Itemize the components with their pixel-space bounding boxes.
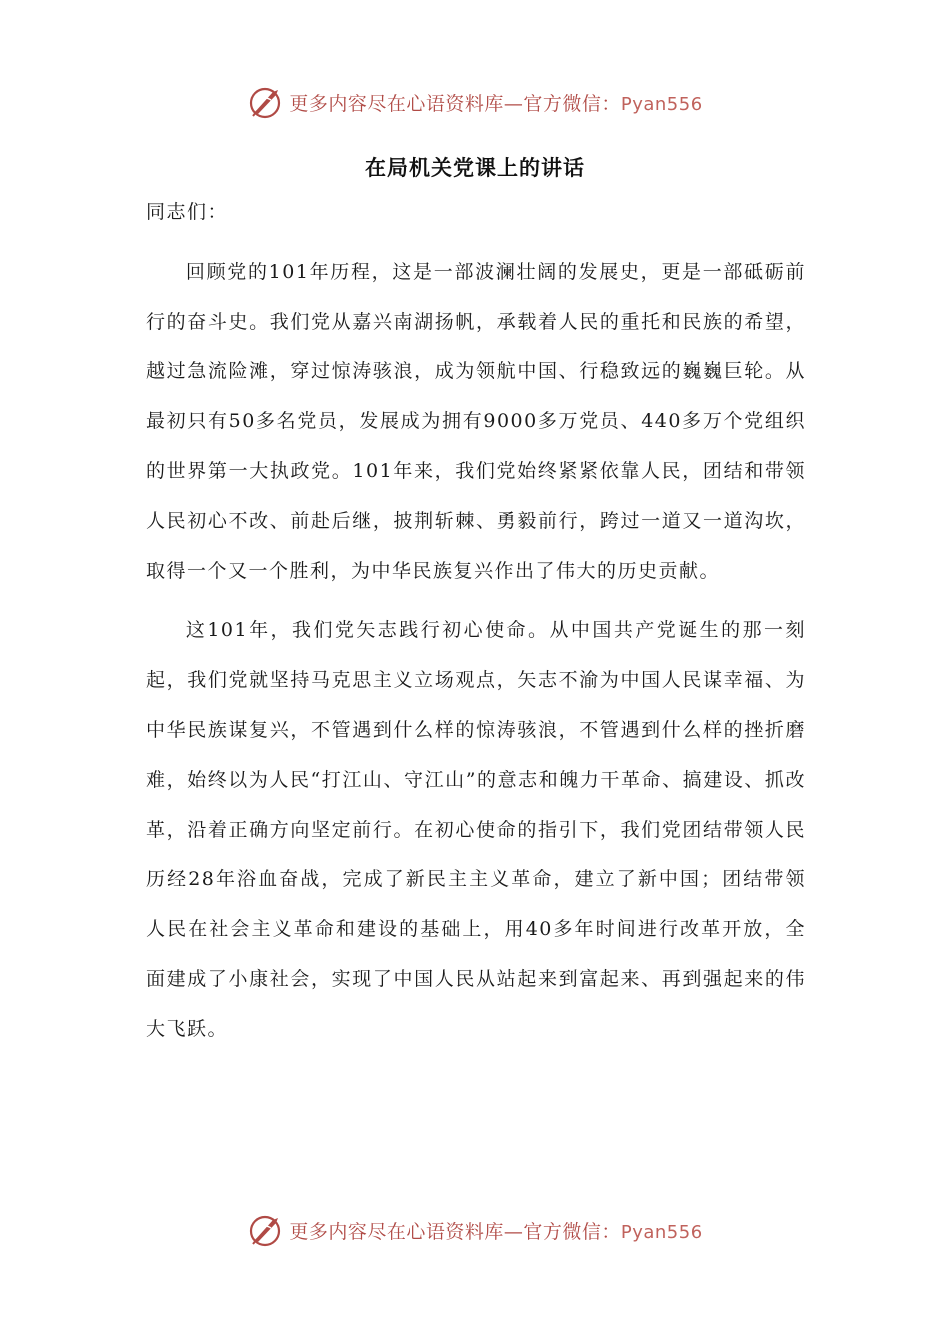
watermark-text-cn: 更多内容尽在心语资料库—官方微信：: [289, 92, 621, 115]
watermark-text: [289, 1217, 702, 1244]
document-body: [146, 188, 806, 1065]
paragraph: 这101年，我们党矢志践行初心使命。从中国共产党诞生的那一刻起，我们党就坚持马克思主义立场观点，矢志不渝为中国人民谋幸福、为中华民族谋复兴，不管遇到什么样的惊涛骇浪，不管遇到什么样的挫折磨难，始终以为人民“打江山、守江山”的意志和魄力干革命、搞建设、抓改革，沿着正确方向坚定前行。在初心使命的指引下，我们党团结带领人民历经28年浴血奋战，完成了新民主主义革命，建立了新中国；团结带领人民在社会主义革命和建设的基础上，用40多年时间进行改革开放，全面建成了小康社会，实现了中国人民从站起来到富起来、再到强起来的伟大飞跃。: [146, 619, 806, 1040]
watermark-wechat-id: Pyan556: [620, 93, 703, 115]
document-title: 在局机关党课上的讲话: [365, 156, 585, 180]
pen-logo-icon: [247, 1210, 287, 1250]
watermark-text: [289, 89, 702, 116]
footer-watermark: [0, 1208, 950, 1252]
watermark-text-cn: 更多内容尽在心语资料库—官方微信：: [289, 1220, 621, 1243]
salutation: 同志们：: [146, 201, 229, 223]
header-watermark: [0, 80, 950, 124]
pen-logo-icon: [247, 82, 287, 122]
watermark-wechat-id: Pyan556: [620, 1221, 703, 1243]
paragraph: 回顾党的101年历程，这是一部波澜壮阔的发展史，更是一部砥砺前行的奋斗史。我们党从嘉兴南湖扬帆，承载着人民的重托和民族的希望，越过急流险滩，穿过惊涛骇浪，成为领航中国、行稳致远的巍巍巨轮。从最初只有50多名党员，发展成为拥有9000多万党员、440多万个党组织的世界第一大执政党。101年来，我们党始终紧紧依靠人民，团结和带领人民初心不改、前赴后继，披荆斩棘、勇毅前行，跨过一道又一道沟坎，取得一个又一个胜利，为中华民族复兴作出了伟大的历史贡献。: [146, 260, 806, 582]
